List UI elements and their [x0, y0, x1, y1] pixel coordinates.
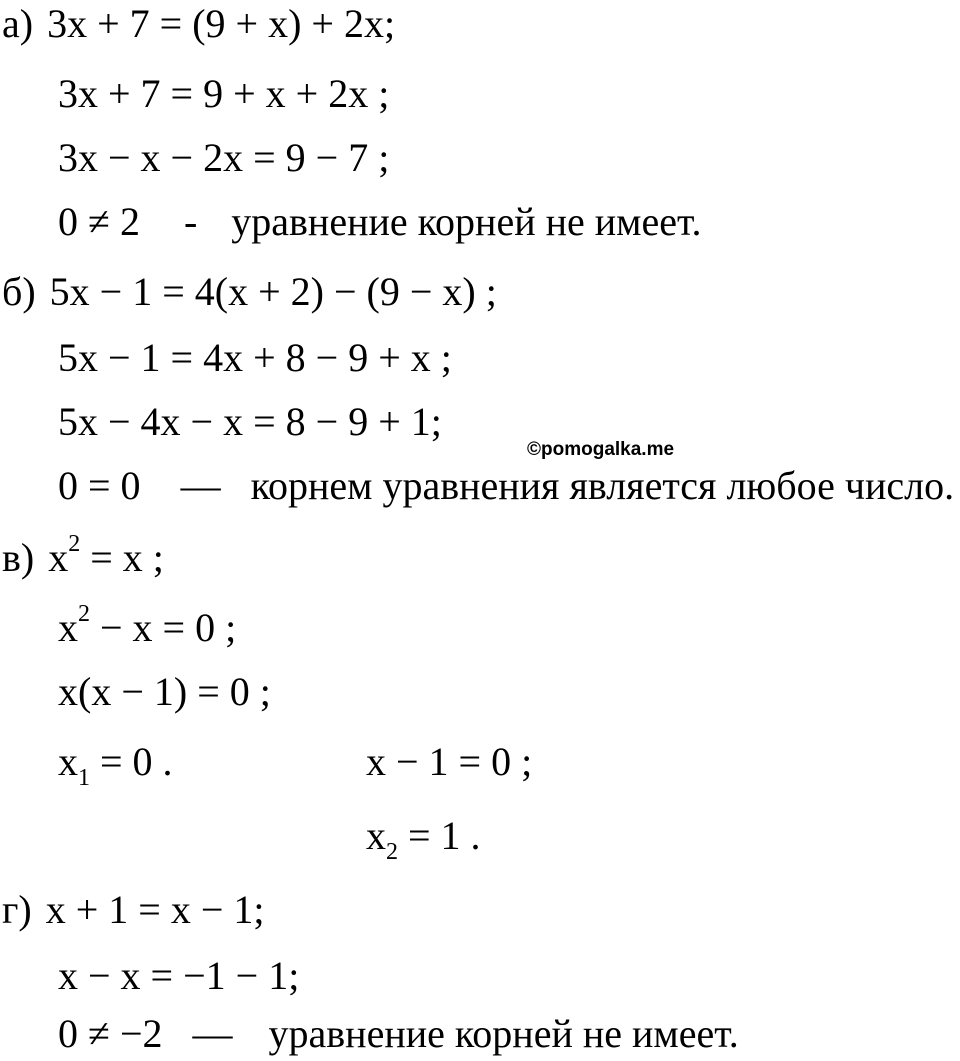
part-b-conclusion-text: корнем уравнения является любое число.: [250, 463, 955, 508]
part-a-line-3: 3x − x − 2x = 9 − 7 ;: [58, 135, 390, 180]
part-v-root-2: [366, 812, 481, 865]
part-g-conclusion-dash: —: [192, 1011, 233, 1056]
part-v-base: x: [48, 535, 69, 580]
part-a-label: а): [2, 1, 34, 46]
part-v-root-1-index: 1: [78, 765, 90, 791]
watermark: ©pomogalka.me: [527, 439, 675, 460]
part-g-label: г): [2, 887, 32, 932]
part-g-line-1: [2, 886, 265, 934]
part-a-equation: 3x + 7 = (9 + x) + 2x: [47, 1, 384, 46]
part-b-line-2: 5x − 1 = 4x + 8 − 9 + x ;: [58, 335, 452, 380]
part-v-root-1-rest: = 0 .: [100, 739, 173, 784]
part-g-equation: x + 1 = x − 1;: [45, 887, 265, 932]
part-v-root-2-rest: = 1 .: [408, 813, 481, 858]
part-v-exponent: 2: [68, 531, 81, 557]
part-a-conclusion-dash: -: [183, 199, 198, 244]
part-v-root-2-index: 2: [386, 839, 398, 865]
part-a-conclusion-math: 0 ≠ 2: [58, 199, 140, 244]
part-b-line-3: 5x − 4x − x = 8 − 9 + 1;: [58, 399, 442, 444]
part-g-conclusion-math: 0 ≠ −2: [58, 1011, 163, 1056]
part-v-root-1-base: x: [58, 739, 78, 784]
part-a-conclusion: [58, 198, 701, 246]
part-g-line-2: x − x = −1 − 1;: [58, 953, 300, 998]
part-b-equation: 5x − 1 = 4(x + 2) − (9 − x) ;: [49, 269, 497, 314]
part-a-line-2: 3x + 7 = 9 + x + 2x ;: [58, 71, 390, 116]
part-g-conclusion: [58, 1010, 739, 1058]
part-v-line-3: x(x − 1) = 0 ;: [58, 669, 271, 714]
part-b-conclusion-math: 0 = 0: [58, 463, 141, 508]
part-a-line-1: [2, 0, 395, 48]
part-v-factor-equation: x − 1 = 0 ;: [366, 739, 533, 784]
part-b-label: б): [2, 269, 36, 314]
part-v-l2-base: x: [58, 605, 78, 650]
part-b-conclusion: [58, 462, 954, 510]
part-v-l2-exponent: 2: [78, 601, 90, 627]
part-b-line-1: [2, 268, 497, 316]
part-a-conclusion-text: уравнение корней не имеет.: [231, 199, 702, 244]
part-v-label: в): [2, 535, 35, 580]
part-a-semicolon: ;: [383, 1, 396, 46]
part-v-root-2-base: x: [366, 813, 386, 858]
part-v-l2-rest: − x = 0 ;: [100, 605, 237, 650]
part-v-line-1: [2, 531, 164, 582]
part-v-equation-rest: = x ;: [90, 535, 164, 580]
part-v-root-1: [58, 738, 173, 791]
part-v-line-2: [58, 601, 237, 652]
part-g-conclusion-text: уравнение корней не имеет.: [268, 1011, 739, 1056]
part-b-conclusion-dash: —: [180, 463, 221, 508]
